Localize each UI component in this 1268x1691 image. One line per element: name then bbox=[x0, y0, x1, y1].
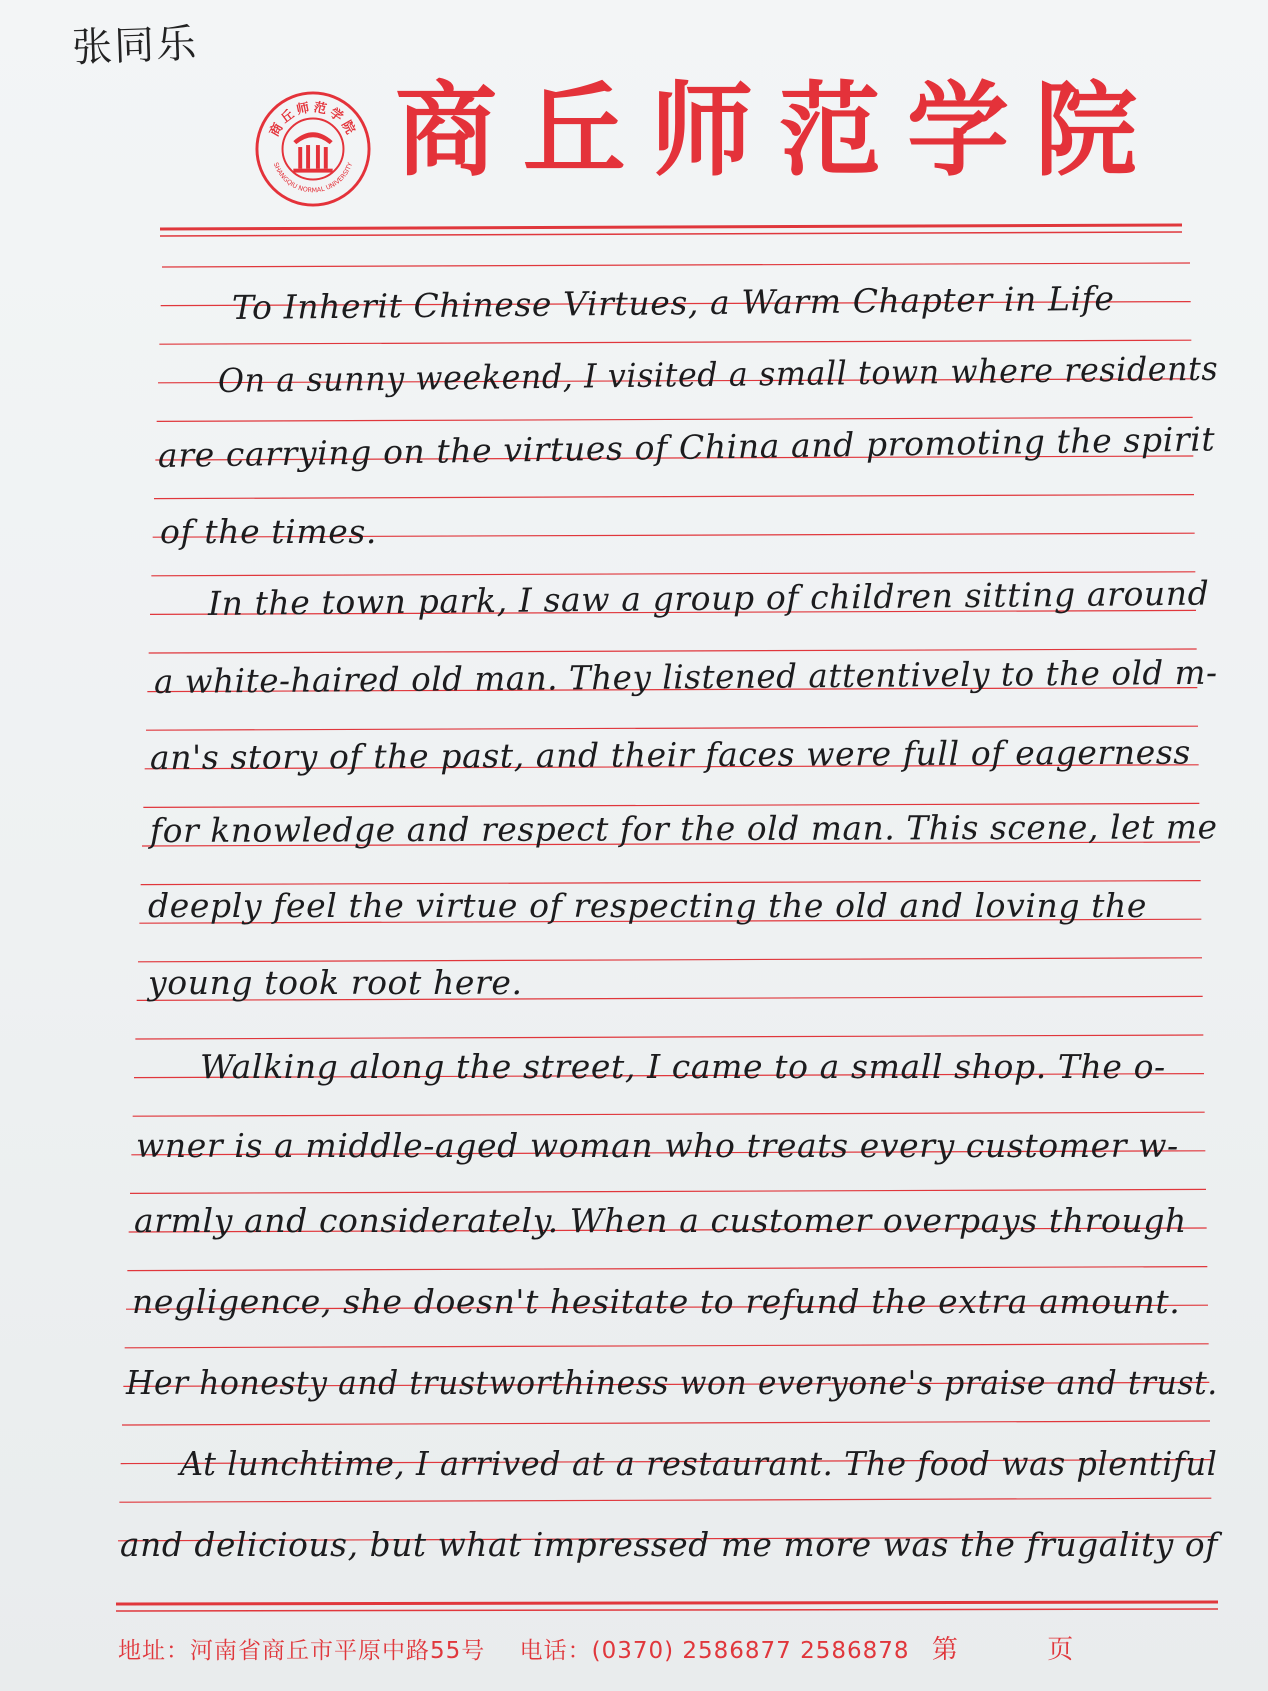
essay-line: and delicious, but what impressed me more was the frugality of bbox=[120, 1525, 1218, 1564]
essay-line: of the times. bbox=[160, 512, 377, 551]
footer-page-suffix: 页 bbox=[1047, 1635, 1075, 1665]
ruled-line bbox=[143, 803, 1199, 807]
essay-line: Walking along the street, I came to a small shop. The o- bbox=[200, 1047, 1166, 1086]
essay-line: In the town park, I saw a group of children sitting around bbox=[207, 573, 1210, 623]
essay-line: young took root here. bbox=[148, 963, 523, 1002]
essay-line: At lunchtime, I arrived at a restaurant. The food was plentiful bbox=[180, 1444, 1218, 1483]
essay-line: negligence, she doesn't hesitate to refund the extra amount. bbox=[132, 1282, 1181, 1321]
footer-phone: 电话：(0370) 2586877 2586878 bbox=[519, 1638, 910, 1664]
ruled-line bbox=[159, 340, 1191, 344]
school-name: 商丘师范学院 bbox=[395, 71, 1163, 191]
header-rule bbox=[160, 232, 1182, 236]
ruled-line bbox=[162, 263, 1190, 267]
ruled-line bbox=[135, 1035, 1203, 1039]
ruled-line bbox=[119, 1498, 1211, 1502]
ruled-line bbox=[157, 417, 1193, 421]
essay-line: an's story of the past, and their faces were full of eagerness bbox=[149, 732, 1191, 777]
footer-rule bbox=[116, 1609, 1218, 1611]
essay-title: To Inherit Chinese Virtues, a Warm Chapter in Life bbox=[231, 278, 1115, 327]
essay-line: are carrying on the virtues of China and promoting the spirit bbox=[157, 419, 1216, 475]
seal-chinese-text: 商丘师范学院 bbox=[267, 100, 359, 140]
essay-line: wner is a middle-aged woman who treats every customer w- bbox=[136, 1126, 1179, 1165]
ruled-line bbox=[138, 958, 1202, 962]
seal-english-text: SHANGQIU NORMAL UNIVERSITY bbox=[271, 161, 355, 195]
letterhead-footer bbox=[118, 1629, 1074, 1666]
essay-line: armly and considerately. When a customer overpays through bbox=[134, 1201, 1187, 1240]
essay-line: Her honesty and trustworthiness won everyone's praise and trust. bbox=[126, 1363, 1218, 1402]
ruled-line bbox=[125, 1344, 1209, 1348]
essay-line: On a sunny weekend, I visited a small town where residents bbox=[217, 348, 1219, 400]
essay-line: deeply feel the virtue of respecting the old and loving the bbox=[148, 886, 1148, 925]
essay-line: for knowledge and respect for the old man. This scene, let me bbox=[149, 807, 1218, 850]
footer-address: 地址：河南省商丘市平原中路55号 bbox=[118, 1638, 486, 1664]
ruled-line bbox=[133, 1112, 1205, 1116]
ruled-line bbox=[122, 1421, 1210, 1425]
essay-line: a white-haired old man. They listened attentively to the old m- bbox=[153, 652, 1218, 701]
ruled-line bbox=[141, 881, 1201, 885]
ruled-line bbox=[154, 495, 1194, 499]
ruled-line bbox=[149, 649, 1197, 653]
footer-rule bbox=[116, 1602, 1218, 1604]
author-signature: 张同乐 bbox=[71, 20, 199, 72]
header-rule bbox=[160, 225, 1182, 229]
ruled-line bbox=[146, 726, 1198, 730]
ruled-line bbox=[130, 1189, 1206, 1193]
footer-page-label: 第 bbox=[931, 1635, 959, 1665]
ruled-line bbox=[127, 1267, 1207, 1271]
